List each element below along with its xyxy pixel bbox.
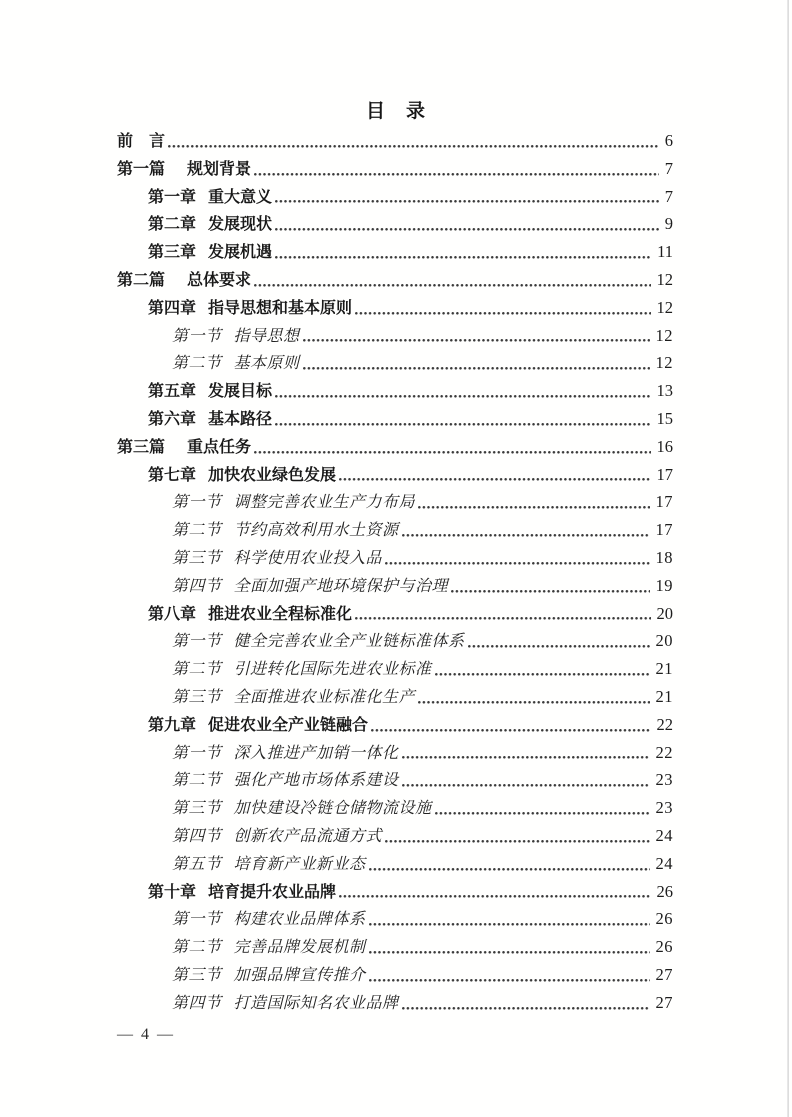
toc-entry-page: 15	[656, 408, 673, 428]
toc-entry-page: 21	[655, 686, 673, 706]
toc-entry-page: 26	[655, 937, 673, 957]
toc-entry-title: 推进农业全程标准化	[208, 605, 353, 623]
toc-entry-number: 第一节	[172, 494, 222, 512]
toc-entry-title: 基本路径	[208, 410, 273, 428]
toc-entry-page: 27	[655, 964, 673, 984]
toc-entry	[117, 127, 673, 155]
toc-entry-page: 6	[664, 131, 673, 150]
toc-entry-number: 第二节	[172, 772, 222, 790]
dot-leader	[366, 850, 654, 878]
toc-entry-page: 26	[655, 909, 673, 929]
toc-entry	[117, 488, 673, 516]
toc-entry-number: 第一节	[172, 911, 222, 929]
toc-entry-title: 培育新产业新业态	[233, 855, 366, 873]
dot-leader	[251, 155, 663, 183]
toc-entry-page: 19	[655, 575, 673, 595]
toc-entry-number: 第一节	[172, 327, 222, 345]
dot-leader	[272, 238, 655, 266]
dot-leader	[465, 627, 654, 655]
scan-edge-line	[787, 0, 789, 1117]
toc-entry-number: 第二章	[148, 216, 197, 234]
toc-entry-page: 23	[655, 798, 673, 818]
toc-entry-number: 第五章	[148, 383, 197, 401]
toc-entry-title: 打造国际知名农业品牌	[233, 994, 399, 1012]
toc-entry-number: 第二节	[172, 355, 222, 373]
dot-leader	[415, 488, 653, 516]
toc-entry	[117, 405, 673, 433]
toc-entry-title: 加快农业绿色发展	[208, 466, 337, 484]
dot-leader	[352, 600, 654, 628]
toc-entry-title: 基本原则	[233, 355, 300, 373]
toc-entry-number: 第八章	[148, 605, 197, 623]
toc-entry	[117, 989, 673, 1017]
dot-leader	[251, 433, 654, 461]
dot-leader	[272, 210, 663, 238]
toc-entry-title: 促进农业全产业链融合	[208, 716, 369, 734]
toc-entry-title: 总体要求	[187, 271, 252, 289]
toc-entry-number: 第三节	[172, 549, 222, 567]
toc-entry-number: 第一章	[148, 188, 197, 206]
dot-leader	[352, 294, 654, 322]
dot-leader	[448, 572, 653, 600]
toc-entry-title: 引进转化国际先进农业标准	[233, 661, 432, 679]
dot-leader	[399, 766, 654, 794]
toc-entry-title: 全面推进农业标准化生产	[233, 688, 416, 706]
toc-entry	[117, 461, 673, 489]
toc-entry-title: 培育提升农业品牌	[208, 883, 337, 901]
toc-entry	[117, 544, 673, 572]
toc-entry	[117, 794, 673, 822]
toc-entry	[117, 850, 673, 878]
toc-entry-number: 第四节	[172, 994, 222, 1012]
toc-entry	[117, 294, 673, 322]
toc-entry-title: 发展现状	[208, 216, 273, 234]
toc-entry	[117, 961, 673, 989]
toc-list	[117, 127, 673, 1017]
toc-entry-title: 发展机遇	[208, 244, 273, 262]
toc-entry-page: 7	[664, 158, 673, 178]
toc-entry-number: 第二节	[172, 661, 222, 679]
toc-entry-page: 13	[656, 381, 673, 401]
toc-entry	[117, 905, 673, 933]
toc-entry-page: 27	[655, 992, 673, 1012]
toc-entry-page: 16	[656, 436, 673, 456]
toc-entry-page: 11	[657, 242, 673, 262]
toc-entry-page: 9	[664, 214, 673, 234]
dot-leader	[272, 183, 663, 211]
toc-entry-page: 22	[656, 714, 673, 734]
toc-entry	[117, 377, 673, 405]
toc-entry-number: 第九章	[148, 716, 197, 734]
dot-leader	[399, 516, 654, 544]
dot-leader	[336, 461, 654, 489]
dot-leader	[165, 127, 663, 155]
toc-entry-number: 第三节	[172, 688, 222, 706]
toc-entry-title: 科学使用农业投入品	[233, 549, 383, 567]
toc-entry-page: 12	[656, 269, 673, 289]
toc-entry-title: 创新农产品流通方式	[233, 827, 383, 845]
toc-entry	[117, 711, 673, 739]
dot-leader	[382, 544, 653, 572]
toc-entry	[117, 766, 673, 794]
toc-entry-number: 前 言	[117, 133, 166, 150]
toc-entry-title: 全面加强产地环境保护与治理	[233, 577, 449, 595]
toc-entry-title: 强化产地市场体系建设	[233, 772, 399, 790]
toc-entry-number: 第二篇	[117, 271, 166, 289]
toc-entry-number: 第三章	[148, 244, 197, 262]
dot-leader	[366, 933, 654, 961]
dot-leader	[415, 683, 653, 711]
dot-leader	[366, 961, 654, 989]
toc-entry-number: 第二节	[172, 939, 222, 957]
toc-entry-page: 21	[655, 659, 673, 679]
toc-entry-page: 17	[655, 520, 673, 540]
toc-entry-title: 节约高效利用水土资源	[233, 522, 399, 540]
toc-entry	[117, 322, 673, 350]
toc-entry	[117, 238, 673, 266]
dot-leader	[272, 377, 654, 405]
toc-entry	[117, 155, 673, 183]
toc-entry-number: 第一篇	[117, 160, 166, 178]
toc-entry-number: 第五节	[172, 855, 222, 873]
toc-entry-title: 指导思想和基本原则	[208, 299, 353, 317]
toc-entry-title: 指导思想	[233, 327, 300, 345]
toc-entry-title: 加强品牌宣传推介	[233, 966, 366, 984]
toc-entry-number: 第三篇	[117, 438, 166, 456]
page-number-footer: — 4 —	[117, 1026, 175, 1043]
toc-entry-page: 12	[656, 297, 673, 317]
toc-entry-title: 重大意义	[208, 188, 273, 206]
toc-entry	[117, 266, 673, 294]
toc-entry	[117, 878, 673, 906]
toc-entry	[117, 600, 673, 628]
toc-entry	[117, 655, 673, 683]
toc-entry-page: 12	[655, 353, 673, 373]
dot-leader	[432, 794, 654, 822]
toc-entry	[117, 739, 673, 767]
toc-entry	[117, 822, 673, 850]
toc-entry-page: 7	[664, 186, 673, 206]
toc-entry	[117, 433, 673, 461]
toc-entry	[117, 683, 673, 711]
dot-leader	[432, 655, 654, 683]
dot-leader	[300, 349, 654, 377]
dot-leader	[399, 739, 654, 767]
toc-entry-page: 20	[655, 631, 673, 651]
toc-entry-title: 发展目标	[208, 383, 273, 401]
page-title: 目 录	[365, 101, 426, 122]
toc-entry-title: 重点任务	[187, 438, 252, 456]
toc-entry-title: 构建农业品牌体系	[233, 911, 366, 929]
toc-entry-page: 26	[656, 881, 673, 901]
toc-entry-page: 24	[655, 853, 673, 873]
toc-entry-title: 完善品牌发展机制	[233, 939, 366, 957]
toc-entry-number: 第四节	[172, 577, 222, 595]
toc-entry-number: 第四节	[172, 827, 222, 845]
toc-entry-number: 第三节	[172, 966, 222, 984]
dot-leader	[336, 878, 654, 906]
toc-entry-title: 调整完善农业生产力布局	[233, 494, 416, 512]
dot-leader	[368, 711, 654, 739]
toc-entry	[117, 572, 673, 600]
dot-leader	[399, 989, 654, 1017]
dot-leader	[272, 405, 654, 433]
toc-entry-page: 17	[655, 492, 673, 512]
toc-entry-page: 24	[655, 825, 673, 845]
dot-leader	[300, 322, 654, 350]
toc-entry-number: 第四章	[148, 299, 197, 317]
toc-entry-number: 第六章	[148, 410, 197, 428]
toc-entry-title: 健全完善农业全产业链标准体系	[233, 633, 465, 651]
toc-entry-page: 12	[655, 325, 673, 345]
toc-entry-number: 第七章	[148, 466, 197, 484]
toc-entry-page: 17	[656, 464, 673, 484]
dot-leader	[382, 822, 653, 850]
toc-entry-title: 加快建设冷链仓储物流设施	[233, 800, 432, 818]
toc-entry	[117, 349, 673, 377]
toc-entry	[117, 933, 673, 961]
toc-entry-number: 第二节	[172, 522, 222, 540]
toc-entry-page: 18	[655, 547, 673, 567]
toc-entry-number: 第三节	[172, 800, 222, 818]
toc-entry-number: 第一节	[172, 633, 222, 651]
toc-entry	[117, 516, 673, 544]
toc-entry-number: 第十章	[148, 883, 197, 901]
toc-entry	[117, 183, 673, 211]
toc-entry-page: 20	[656, 603, 673, 623]
toc-entry-number: 第一节	[172, 744, 222, 762]
toc-entry-title: 深入推进产加销一体化	[233, 744, 399, 762]
toc-entry	[117, 627, 673, 655]
dot-leader	[366, 905, 654, 933]
toc-entry-page: 22	[655, 742, 673, 762]
toc-entry	[117, 210, 673, 238]
toc-entry-page: 23	[655, 770, 673, 790]
toc-entry-title: 规划背景	[187, 160, 252, 178]
dot-leader	[251, 266, 654, 294]
